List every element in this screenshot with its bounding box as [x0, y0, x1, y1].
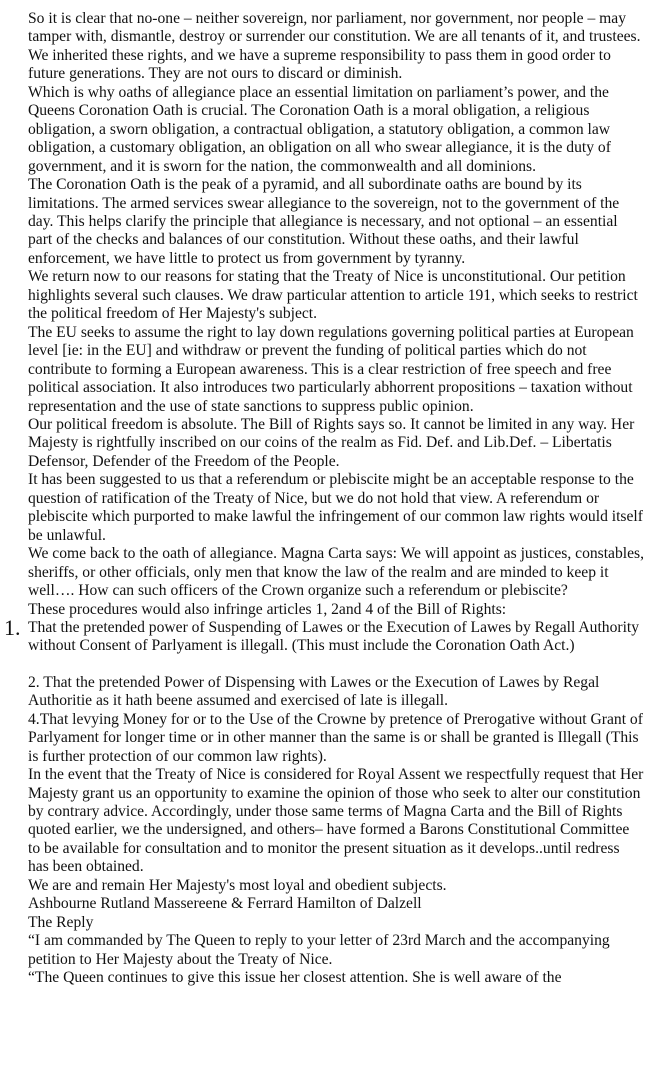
paragraph-oaths-of-allegiance: Which is why oaths of allegiance place an essential limitation on parliament’s power, and the Queens Coronation Oath is crucial. The Coronation Oath is a moral obligation, a religious obligation, a sworn obligation, a contractual obligation, a statutory obligation, a common law obligation, a customary obligation, an obligation on all who swear allegiance, it is the duty of government, and it is sworn for the nation, the commonwealth and all dominions. [28, 83, 611, 175]
paragraph-reply-commanded: “I am commanded by The Queen to reply to your letter of 23rd March and the accompanying petition to Her Majesty about the Treaty of Nice. [28, 932, 610, 968]
list-item-text: That the pretended power of Suspending of Lawes or the Execution of Lawes by Regall Authority without Consent of Parlyament is illegall. (This must include the Coronation Oath Act.) [28, 618, 640, 655]
paragraph-constitution-tenants: So it is clear that no-one – neither sovereign, nor parliament, nor government, nor people – may tamper with, dismantle, destroy or surrender our constitution. We are all tenants of it, and trustees. We inherited these rights, and we have a supreme responsibility to pass them in good order to future generations. They are not ours to discard or diminish. [28, 10, 641, 83]
paragraph-eu-regulations: The EU seeks to assume the right to lay down regulations governing political parties at European level [ie: in the EU] and withdraw or prevent the funding of political parties which do not contribute to forming a European awareness. This is a clear restriction of free speech and free political association. It also introduces two particularly abhorrent propositions – taxation without representation and the use of state sanctions to suppress public opinion. [28, 323, 634, 415]
list-marker: 1. [4, 614, 21, 640]
paragraph-royal-assent-request: In the event that the Treaty of Nice is considered for Royal Assent we respectfully request that Her Majesty grant us an opportunity to examine the opinion of those who seek to alter our constitution by contrary advice. Accordingly, under those same terms of Magna Carta and the Bill of Rights quoted earlier, we the undersigned, and others– have formed a Barons Constitutional Committee to be available for consultation and to monitor the present situation as it develops..until redress has been obtained. [28, 766, 644, 876]
paragraph-article-4: 4.That levying Money for or to the Use of the Crowne by pretence of Prerogative without Grant of Parlyament for longer time or in other manner than the same is or shall be granted is Illegall (This is further protection of our common law rights). [28, 710, 643, 765]
numbered-list-item [4, 614, 644, 656]
paragraph-treaty-unconstitutional: We return now to our reasons for stating that the Treaty of Nice is unconstitutional. Our petition highlights several such clauses. We draw particular attention to article 191, which seeks to restrict the political freedom of Her Majesty's subject. [28, 268, 638, 323]
signatories: Ashbourne Rutland Massereene & Ferrard Hamilton of Dalzell [28, 895, 422, 913]
paragraph-coronation-oath-pyramid: The Coronation Oath is the peak of a pyramid, and all subordinate oaths are bound by its limitations. The armed services swear allegiance to the sovereign, not to the government of the day. This helps clarify the principle that allegiance is necessary, and not optional – an essential part of the checks and balances of our constitution. Without these oaths, and their lawful enforcement, we have little to protect us from government by tyranny. [28, 176, 620, 267]
paragraph-reply-attention: “The Queen continues to give this issue her closest attention. She is well aware of the [28, 969, 562, 987]
reply-heading: The Reply [28, 913, 94, 931]
paragraph-closing: We are and remain Her Majesty's most loyal and obedient subjects. [28, 876, 447, 894]
paragraph-magna-carta: We come back to the oath of allegiance. Magna Carta says: We will appoint as justices, constables, sheriffs, or other officials, only men that know the law of the realm and are minded to keep it well…. How can such officers of the Crown organize such a referendum or plebiscite? [28, 545, 644, 600]
paragraph-referendum: It has been suggested to us that a referendum or plebiscite might be an acceptable response to the question of ratification of the Treaty of Nice, but we do not hold that view. A referendum or plebiscite which purported to make lawful the infringement of our common law rights would itself be unlawful. [28, 471, 643, 544]
paragraph-article-2: 2. That the pretended Power of Dispensing with Lawes or the Execution of Lawes by Regal Authoritie as it hath beene assumed and exercised of late is illegall. [28, 673, 600, 710]
paragraph-bill-of-rights-intro: These procedures would also infringe articles 1, 2and 4 of the Bill of Rights: [28, 600, 507, 618]
paragraph-political-freedom: Our political freedom is absolute. The Bill of Rights says so. It cannot be limited in any way. Her Majesty is rightfully inscribed on our coins of the realm as Fid. Def. and Lib.Def. – Libertatis Defensor, Defender of the Freedom of the People. [28, 415, 635, 470]
list-spacer [28, 656, 644, 674]
